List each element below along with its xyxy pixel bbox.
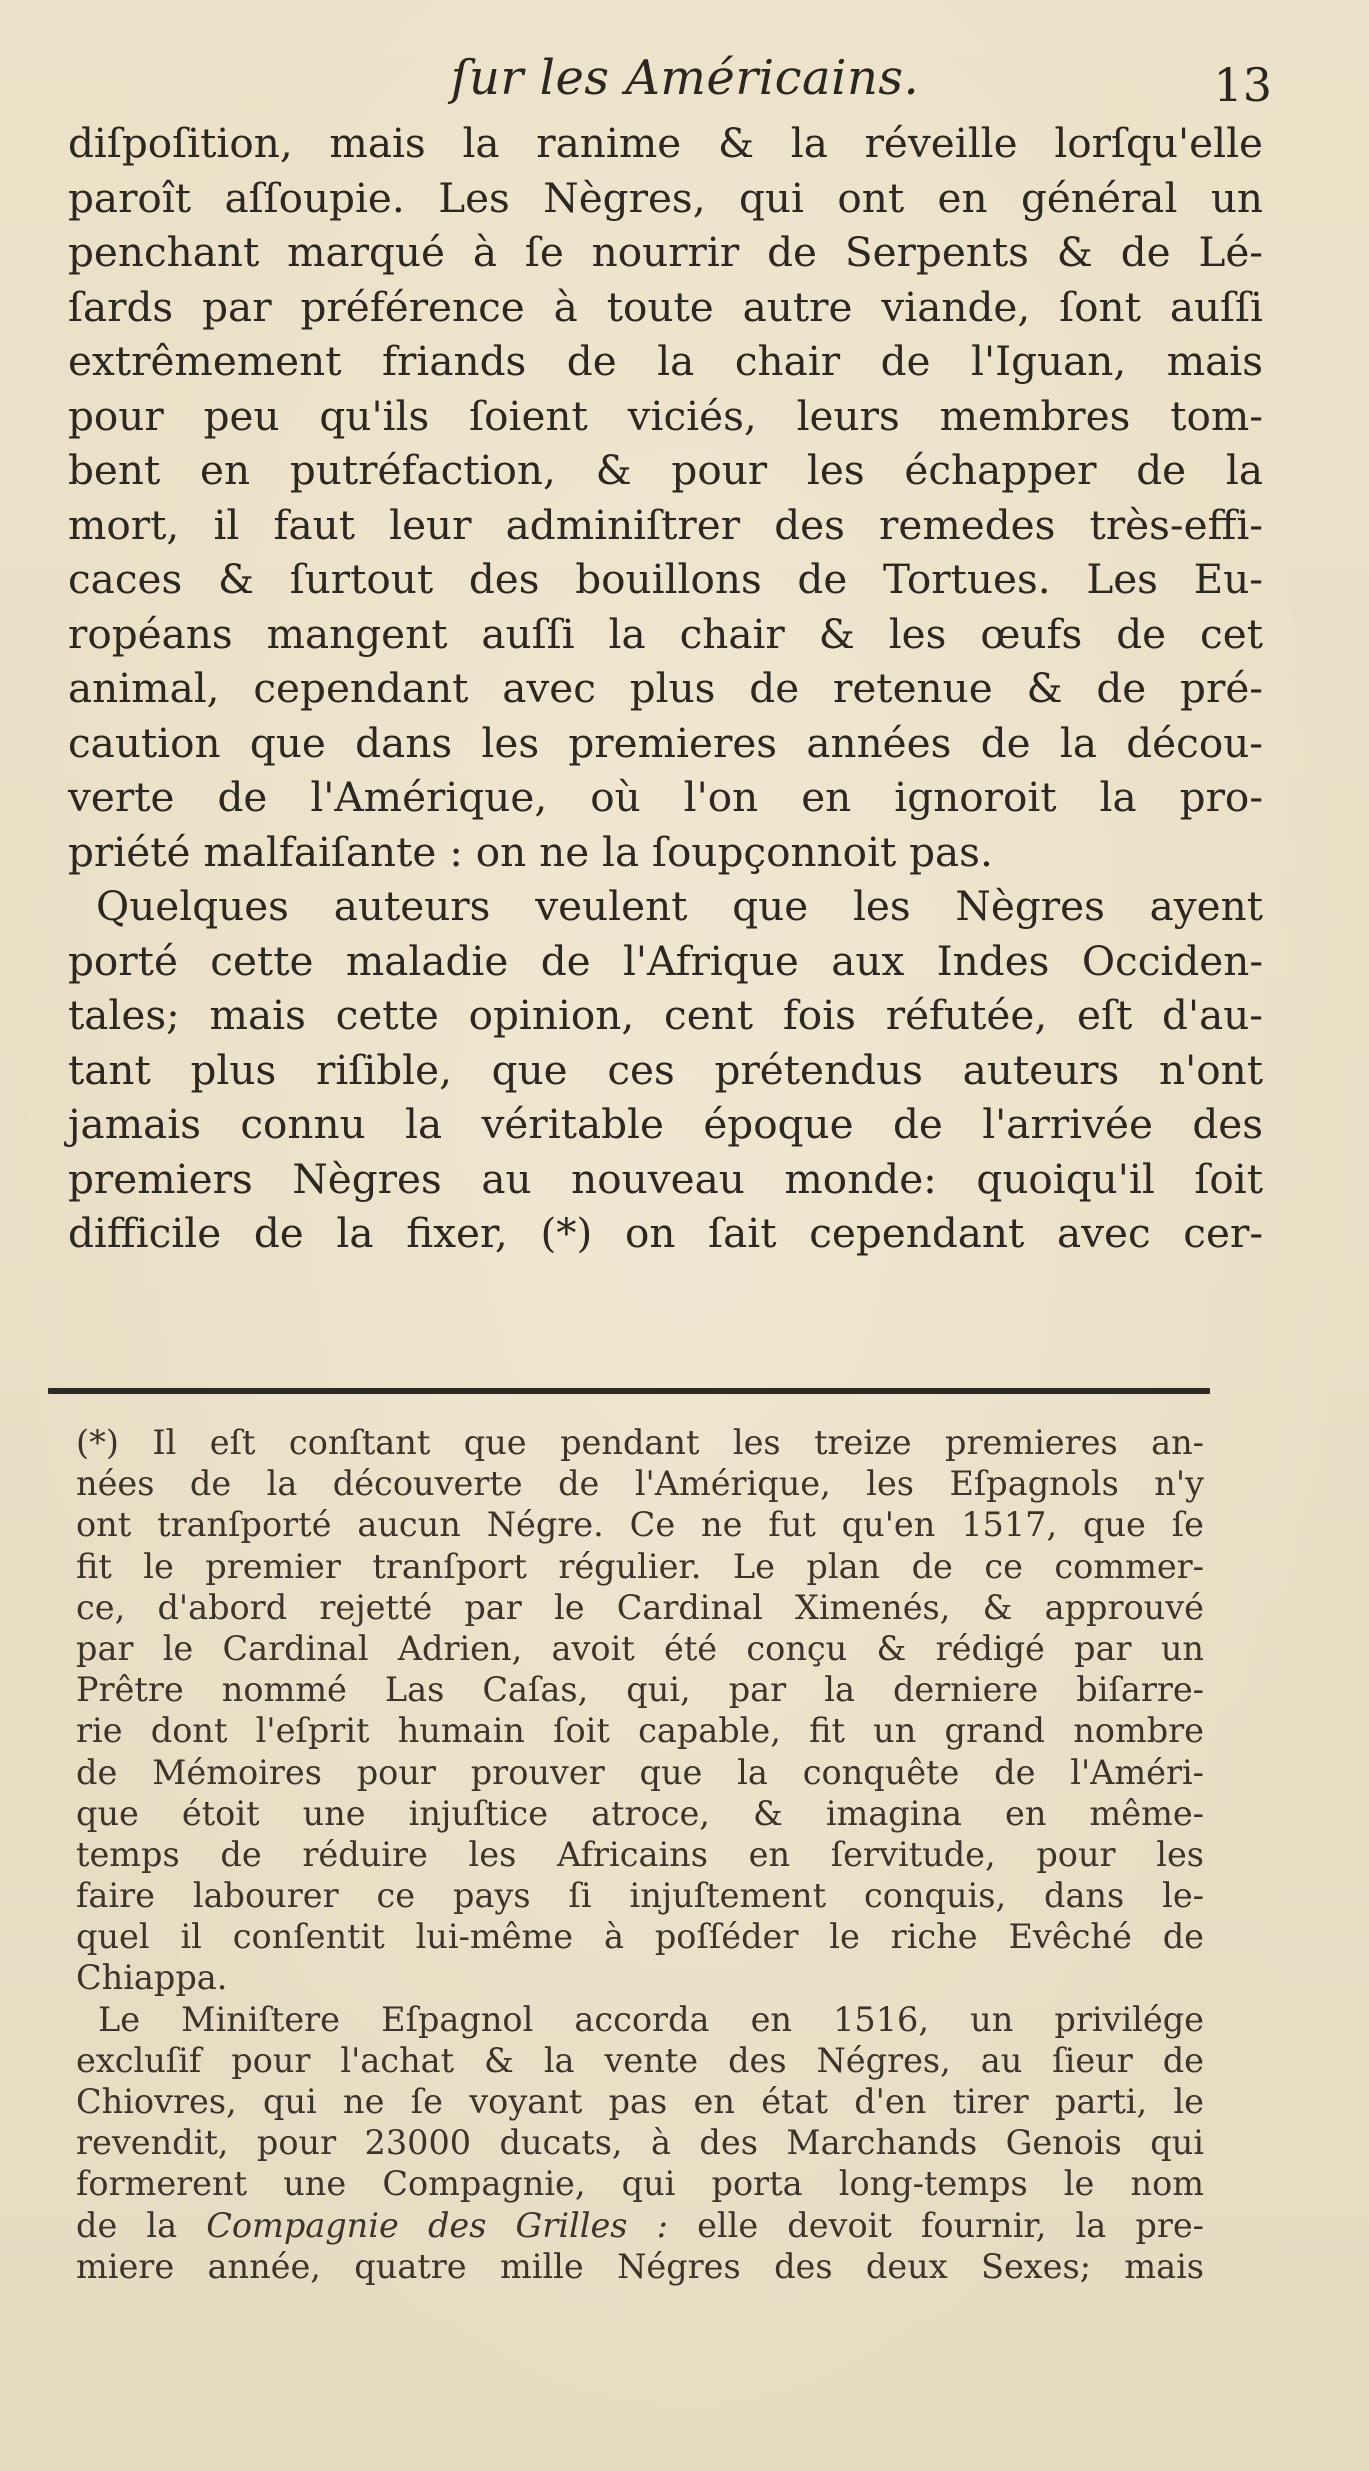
text-line: mort, il faut leur adminiſtrer des remedes très-effi-: [68, 500, 1263, 549]
footnote-line-part: elle devoit fournir, la pre-: [667, 2205, 1204, 2245]
footnote-line: revendit, pour 23000 ducats, à des Marchands Genois qui: [76, 2123, 1204, 2163]
footnote-line: que étoit une injuſtice atroce, & imagina en même-: [76, 1793, 1204, 1833]
text-line: porté cette maladie de l'Afrique aux Indes Occiden-: [68, 936, 1263, 985]
footnote-line: fit le premier tranſport régulier. Le plan de ce commer-: [76, 1546, 1204, 1586]
text-line: extrêmement friands de la chair de l'Iguan, mais: [68, 337, 1263, 385]
footnote-line-part: de la: [76, 2205, 207, 2245]
footnote-line: quel il conſentit lui-même à poſſéder le riche Evêché de: [76, 1917, 1204, 1957]
footnote-separator: [48, 1388, 1210, 1394]
text-line: difficile de la fixer, (*) on ſait cependant avec cer-: [68, 1209, 1263, 1257]
text-line: caution que dans les premieres années de la décou-: [68, 718, 1263, 767]
footnote-line: Chiappa.: [76, 1958, 228, 1998]
footnote-line: formerent une Compagnie, qui porta long-temps le nom: [76, 2164, 1204, 2204]
running-title: ſur les Américains.: [450, 50, 920, 106]
footnote-line: excluſif pour l'achat & la vente des Négres, au ſieur de: [76, 2040, 1204, 2080]
text-line: verte de l'Amérique, où l'on en ignoroit la pro-: [68, 773, 1263, 821]
text-line: diſpoſition, mais la ranime & la réveille lorſqu'elle: [68, 119, 1263, 167]
footnote-line: (*) Il eſt conſtant que pendant les treize premieres an-: [76, 1423, 1204, 1462]
text-line: penchant marqué à ſe nourrir de Serpents & de Lé-: [68, 228, 1263, 276]
footnote-line: faire labourer ce pays ſi injuſtement conquis, dans le-: [76, 1876, 1204, 1916]
text-line: jamais connu la véritable époque de l'arrivée des: [68, 1100, 1263, 1148]
text-line: pour peu qu'ils ſoient viciés, leurs membres tom-: [68, 391, 1263, 440]
footnote-line: ont tranſporté aucun Négre. Ce ne fut qu'en 1517, que ſe: [76, 1505, 1204, 1545]
text-line: paroît aſſoupie. Les Nègres, qui ont en général un: [68, 173, 1263, 222]
text-line: ropéans mangent auſſi la chair & les œufs de cet: [68, 609, 1263, 658]
text-line: caces & ſurtout des bouillons de Tortues. Les Eu-: [68, 555, 1263, 603]
text-line: priété malfaiſante : on ne la ſoupçonnoit pas.: [68, 827, 993, 876]
page-number: 13: [1213, 58, 1272, 112]
footnote-line: par le Cardinal Adrien, avoit été conçu & rédigé par un: [76, 1628, 1204, 1668]
footnote-line: Chiovres, qui ne ſe voyant pas en état d'en tirer parti, le: [76, 2082, 1204, 2121]
footnote-line: Prêtre nommé Las Caſas, qui, par la derniere biſarre-: [76, 1670, 1204, 1710]
footnote-line: rie dont l'eſprit humain ſoit capable, fit un grand nombre: [76, 1711, 1204, 1751]
text-line: animal, cependant avec plus de retenue & de pré-: [68, 664, 1263, 712]
text-line: ſards par préférence à toute autre viande, ſont auſſi: [68, 282, 1263, 331]
main-text: [68, 116, 1263, 1261]
company-name: Compagnie des Grilles :: [206, 2205, 668, 2245]
footnote-line: ce, d'abord rejetté par le Cardinal Ximenés, & approuvé: [76, 1587, 1204, 1627]
text-line: tales; mais cette opinion, cent fois réfutée, eſt d'au-: [68, 991, 1263, 1039]
footnote: [76, 1422, 1204, 2287]
footnote-line: Le Miniſtere Eſpagnol accorda en 1516, un privilége: [98, 1999, 1204, 2039]
text-line: tant plus riſible, que ces prétendus auteurs n'ont: [68, 1045, 1263, 1094]
footnote-line-mixed: [76, 2205, 1204, 2246]
footnote-line: miere année, quatre mille Négres des deux Sexes; mais: [76, 2246, 1204, 2286]
footnote-line: de Mémoires pour prouver que la conquête de l'Améri-: [76, 1752, 1204, 1792]
footnote-line: nées de la découverte de l'Amérique, les Eſpagnols n'y: [76, 1464, 1204, 1504]
footnote-line: temps de réduire les Africains en ſervitude, pour les: [76, 1834, 1204, 1874]
text-line: bent en putréfaction, & pour les échapper de la: [68, 446, 1263, 494]
page-header: [60, 42, 1310, 122]
text-line: premiers Nègres au nouveau monde: quoiqu'il ſoit: [68, 1154, 1263, 1203]
text-line: Quelques auteurs veulent que les Nègres ayent: [96, 882, 1263, 930]
